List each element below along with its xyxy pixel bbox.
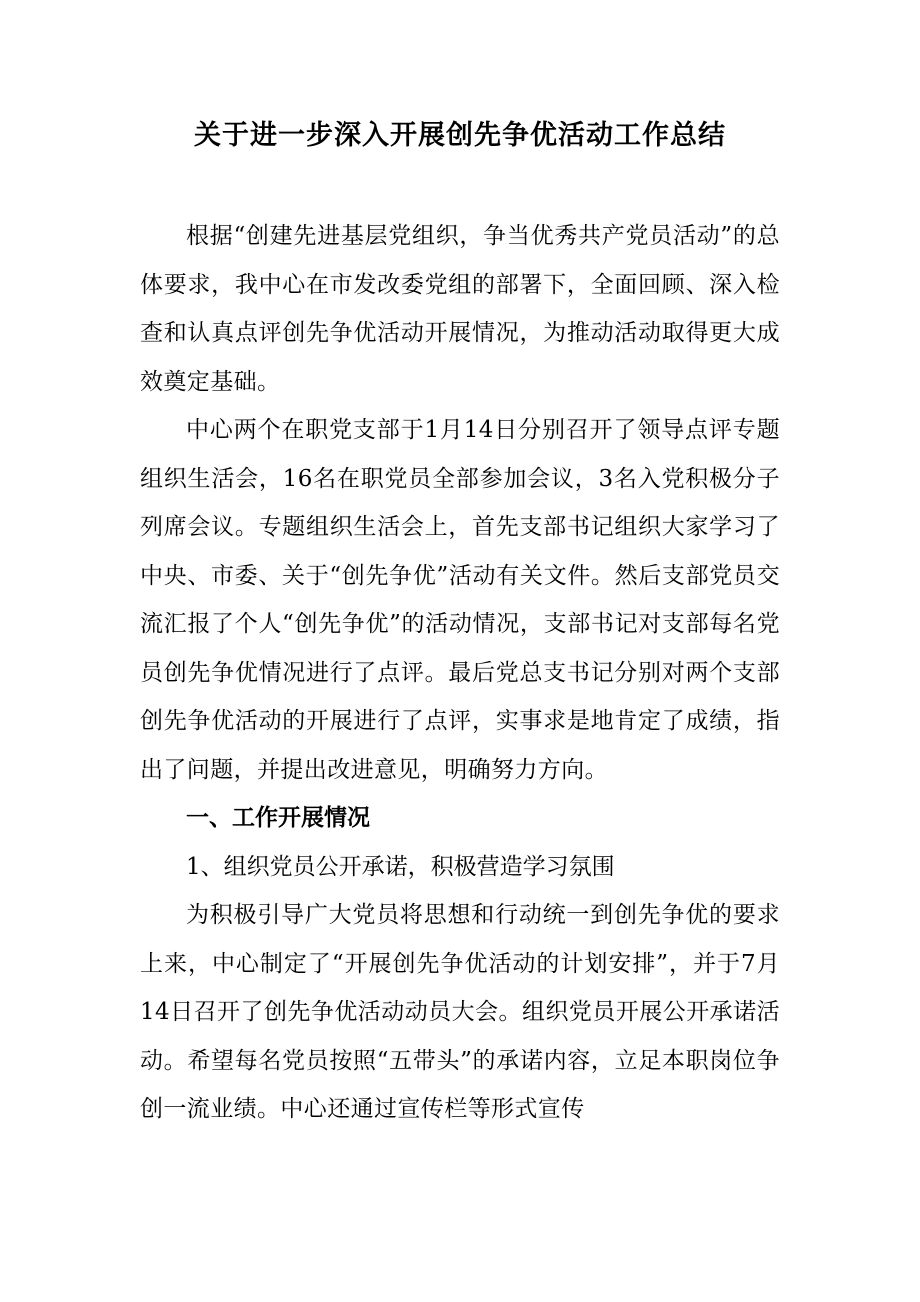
paragraph-meeting: 中心两个在职党支部于1月14日分别召开了领导点评专题组织生活会，16名在职党员全部参加会议，3名入党积极分子列席会议。专题组织生活会上，首先支部书记组织大家学习了中央、市委、关于“创先争优”活动有关文件。然后支部党员交流汇报了个人“创先争优”的活动情况，支部书记对支部每名党员创先争优情况进行了点评。最后党总支书记分别对两个支部创先争优活动的开展进行了点评，实事求是地肯定了成绩，指出了问题，并提出改进意见，明确努力方向。 <box>140 417 780 783</box>
section-heading: 一、工作开展情况 <box>186 804 370 831</box>
document-body <box>140 212 780 1134</box>
paragraph-commitment: 为积极引导广大党员将思想和行动统一到创先争优的要求上来，中心制定了“开展创先争优活动的计划安排”，并于7月14日召开了创先争优活动动员大会。组织党员开展公开承诺活动。希望每名党员按照“五带头”的承诺内容，立足本职岗位争创一流业绩。中心还通过宣传栏等形式宣传 <box>140 902 780 1122</box>
document-title: 关于进一步深入开展创先争优活动工作总结 <box>194 120 726 151</box>
subheading: 1、组织党员公开承诺，积极营造学习氛围 <box>186 853 615 880</box>
paragraph-intro: 根据“创建先进基层党组织，争当优秀共产党员活动”的总体要求，我中心在市发改委党组的部署下，全面回顾、深入检查和认真点评创先争优活动开展情况，为推动活动取得更大成效奠定基础。 <box>140 223 780 395</box>
